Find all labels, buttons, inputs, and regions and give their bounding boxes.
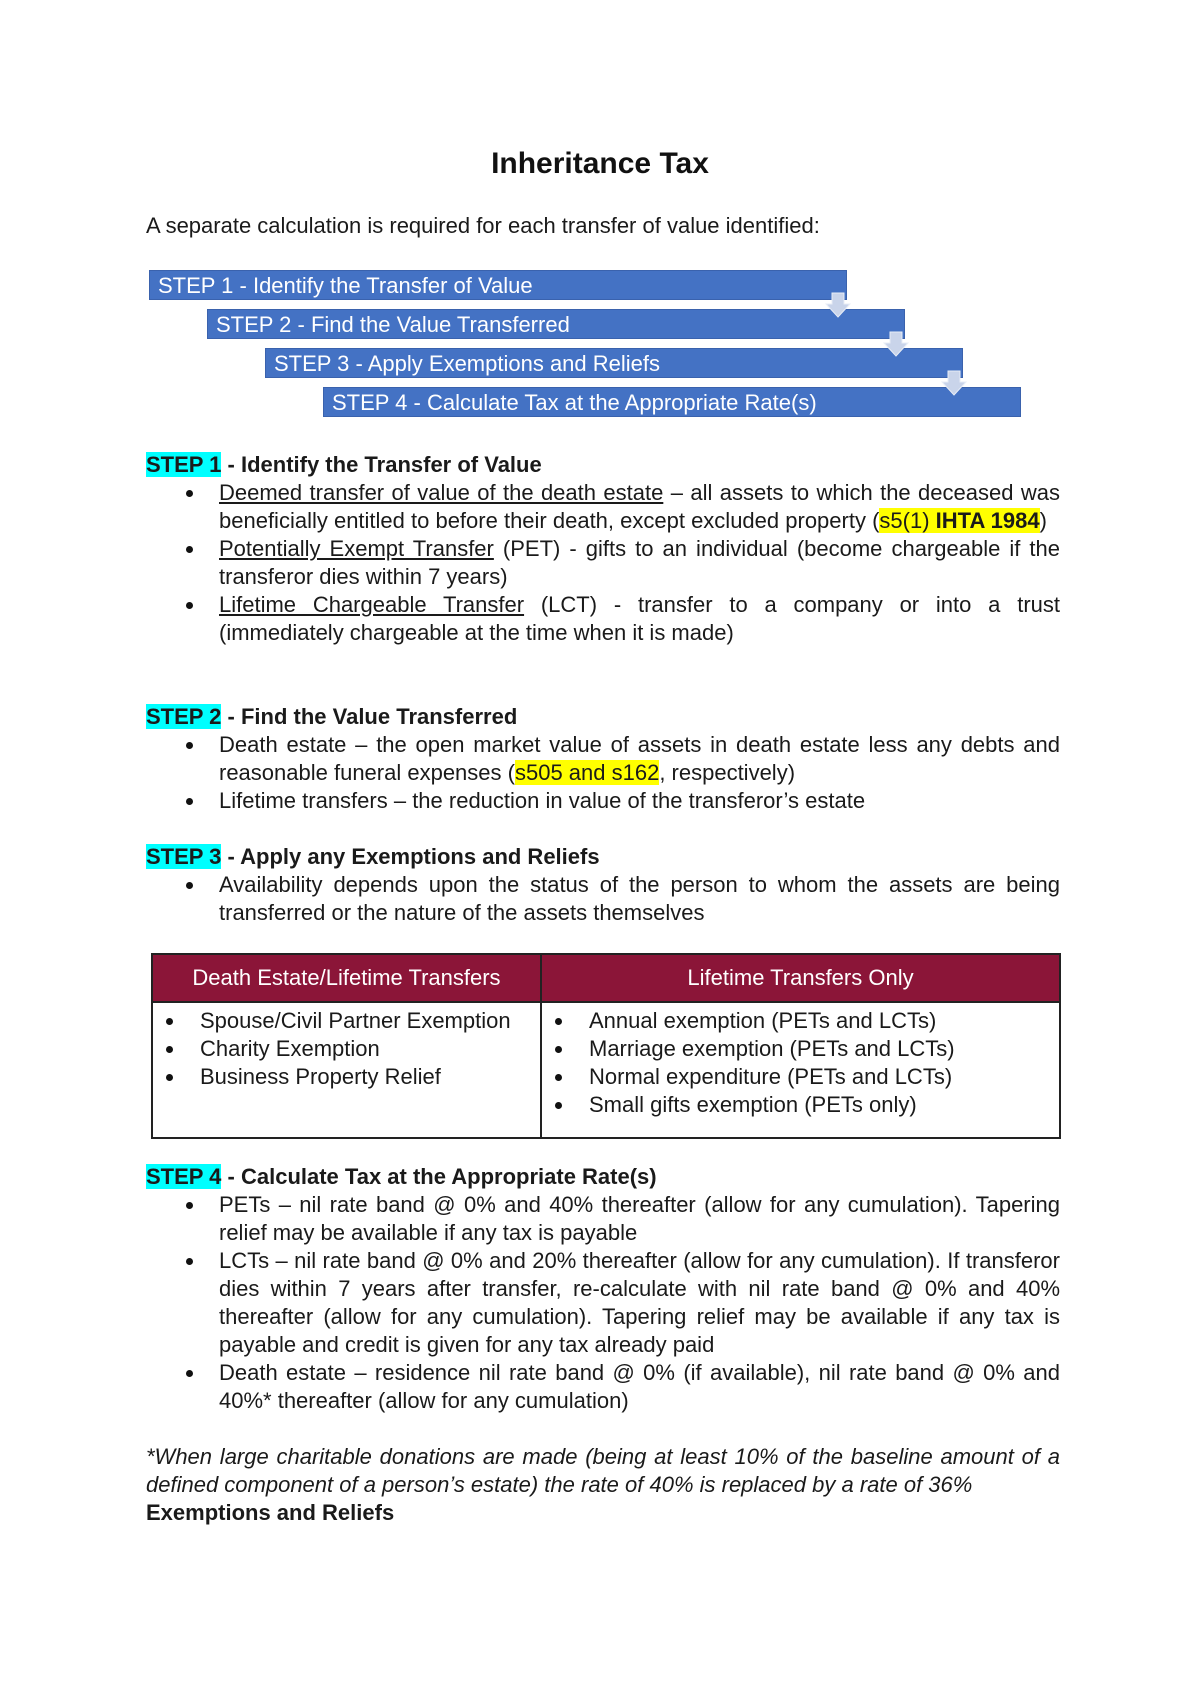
list-item — [146, 1191, 1060, 1247]
list-item: Business Property Relief — [153, 1063, 540, 1091]
step4-list — [146, 1191, 1060, 1415]
flow-step-3: STEP 3 - Apply Exemptions and Reliefs — [265, 348, 963, 378]
list-item-text: PETs – nil rate band @ 0% and 40% thereafter (allow for any cumulation). Tapering relief may be available if any tax is payable — [219, 1192, 1060, 1245]
step1-list — [146, 479, 1060, 647]
list-item — [146, 479, 1060, 535]
page-title: Inheritance Tax — [491, 147, 709, 180]
intro-text: A separate calculation is required for each transfer of value identified: — [146, 213, 820, 238]
step1-title: - Identify the Transfer of Value — [221, 452, 542, 477]
step4-section — [146, 1163, 1060, 1415]
list-item — [146, 591, 1060, 647]
list-item-text: (PET) - gifts to an individual (become chargeable if the transferor dies within 7 years) — [219, 536, 1060, 589]
statute-reference: s505 and s162 — [514, 760, 660, 785]
footnote-section — [146, 1443, 1060, 1527]
step2-section — [146, 703, 1060, 815]
step4-heading — [146, 1163, 1060, 1191]
list-item: Charity Exemption — [153, 1035, 540, 1063]
pet-term: Potentially Exempt Transfer — [219, 536, 494, 561]
step3-tag: STEP 3 — [146, 844, 222, 869]
list-item-text: Lifetime transfers – the reduction in value of the transferor’s estate — [219, 788, 866, 813]
step3-heading — [146, 843, 1060, 871]
list-item-text: Availability depends upon the status of the person to whom the assets are being transferred or the nature of the assets themselves — [219, 872, 1060, 925]
step2-title: - Find the Value Transferred — [221, 704, 518, 729]
list-item — [146, 1359, 1060, 1415]
down-arrow-icon — [941, 370, 967, 396]
table-cell-lifetime-only — [541, 1002, 1060, 1138]
exemptions-table — [151, 953, 1061, 1139]
step1-tag: STEP 1 — [146, 452, 222, 477]
list-item: Small gifts exemption (PETs only) — [542, 1091, 1059, 1119]
lct-term: Lifetime Chargeable Transfer — [219, 592, 525, 617]
list-item-text: LCTs – nil rate band @ 0% and 20% thereafter (allow for any cumulation). If transferor dies within 7 years after transfer, re-calculate with nil rate band @ 0% and 40% thereafter (allow for any cumulation). Tapering relief may be available if any tax is payable and credit is given for any tax already paid — [219, 1248, 1060, 1357]
step4-tag: STEP 4 — [146, 1164, 222, 1189]
list-item: Marriage exemption (PETs and LCTs) — [542, 1035, 1059, 1063]
list-item — [146, 535, 1060, 591]
death-lifetime-list — [153, 1007, 540, 1091]
table-header-death-lifetime: Death Estate/Lifetime Transfers — [152, 954, 541, 1002]
step2-heading — [146, 703, 1060, 731]
flow-step-1: STEP 1 - Identify the Transfer of Value — [149, 270, 847, 300]
lifetime-only-list — [542, 1007, 1059, 1119]
table-cell-death-lifetime — [152, 1002, 541, 1138]
step4-title: - Calculate Tax at the Appropriate Rate(s) — [221, 1164, 657, 1189]
list-item-text: , respectively) — [659, 760, 796, 785]
table-header-lifetime-only: Lifetime Transfers Only — [541, 954, 1060, 1002]
statute-reference: s5(1) — [879, 508, 936, 533]
list-item — [146, 871, 1060, 927]
down-arrow-icon — [883, 331, 909, 357]
list-item: Normal expenditure (PETs and LCTs) — [542, 1063, 1059, 1091]
list-item — [146, 731, 1060, 787]
step2-tag: STEP 2 — [146, 704, 222, 729]
step1-heading — [146, 451, 1060, 479]
down-arrow-icon — [825, 292, 851, 318]
step1-section — [146, 451, 1060, 647]
list-item-text: Death estate – the open market value of assets in death estate less any debts and reasonable funeral expenses ( — [219, 732, 1060, 785]
list-item: Spouse/Civil Partner Exemption — [153, 1007, 540, 1035]
list-item-text: – all assets to which the deceased was beneficially entitled to before their death, except excluded property ( — [219, 480, 1060, 533]
flow-step-2: STEP 2 - Find the Value Transferred — [207, 309, 905, 339]
list-item — [146, 787, 1060, 815]
step3-list — [146, 871, 1060, 927]
exemptions-reliefs-heading: Exemptions and Reliefs — [146, 1500, 395, 1525]
deemed-transfer-term: Deemed transfer of value of the death estate — [219, 480, 664, 505]
list-item-text: (LCT) - transfer to a company or into a trust (immediately chargeable at the time when it is made) — [219, 592, 1060, 645]
step3-title: - Apply any Exemptions and Reliefs — [221, 844, 600, 869]
statute-reference-act: IHTA 1984 — [935, 508, 1040, 533]
list-item-text: ) — [1039, 508, 1047, 533]
step3-section — [146, 843, 1060, 927]
list-item: Annual exemption (PETs and LCTs) — [542, 1007, 1059, 1035]
footnote: *When large charitable donations are made (being at least 10% of the baseline amount of a defined component of a person’s estate) the rate of 40% is replaced by a rate of 36% — [146, 1444, 1060, 1497]
flow-step-4: STEP 4 - Calculate Tax at the Appropriate Rate(s) — [323, 387, 1021, 417]
list-item — [146, 1247, 1060, 1359]
step2-list — [146, 731, 1060, 815]
list-item-text: Death estate – residence nil rate band @ 0% (if available), nil rate band @ 0% and 40%* thereafter (allow for any cumulation) — [219, 1360, 1060, 1413]
